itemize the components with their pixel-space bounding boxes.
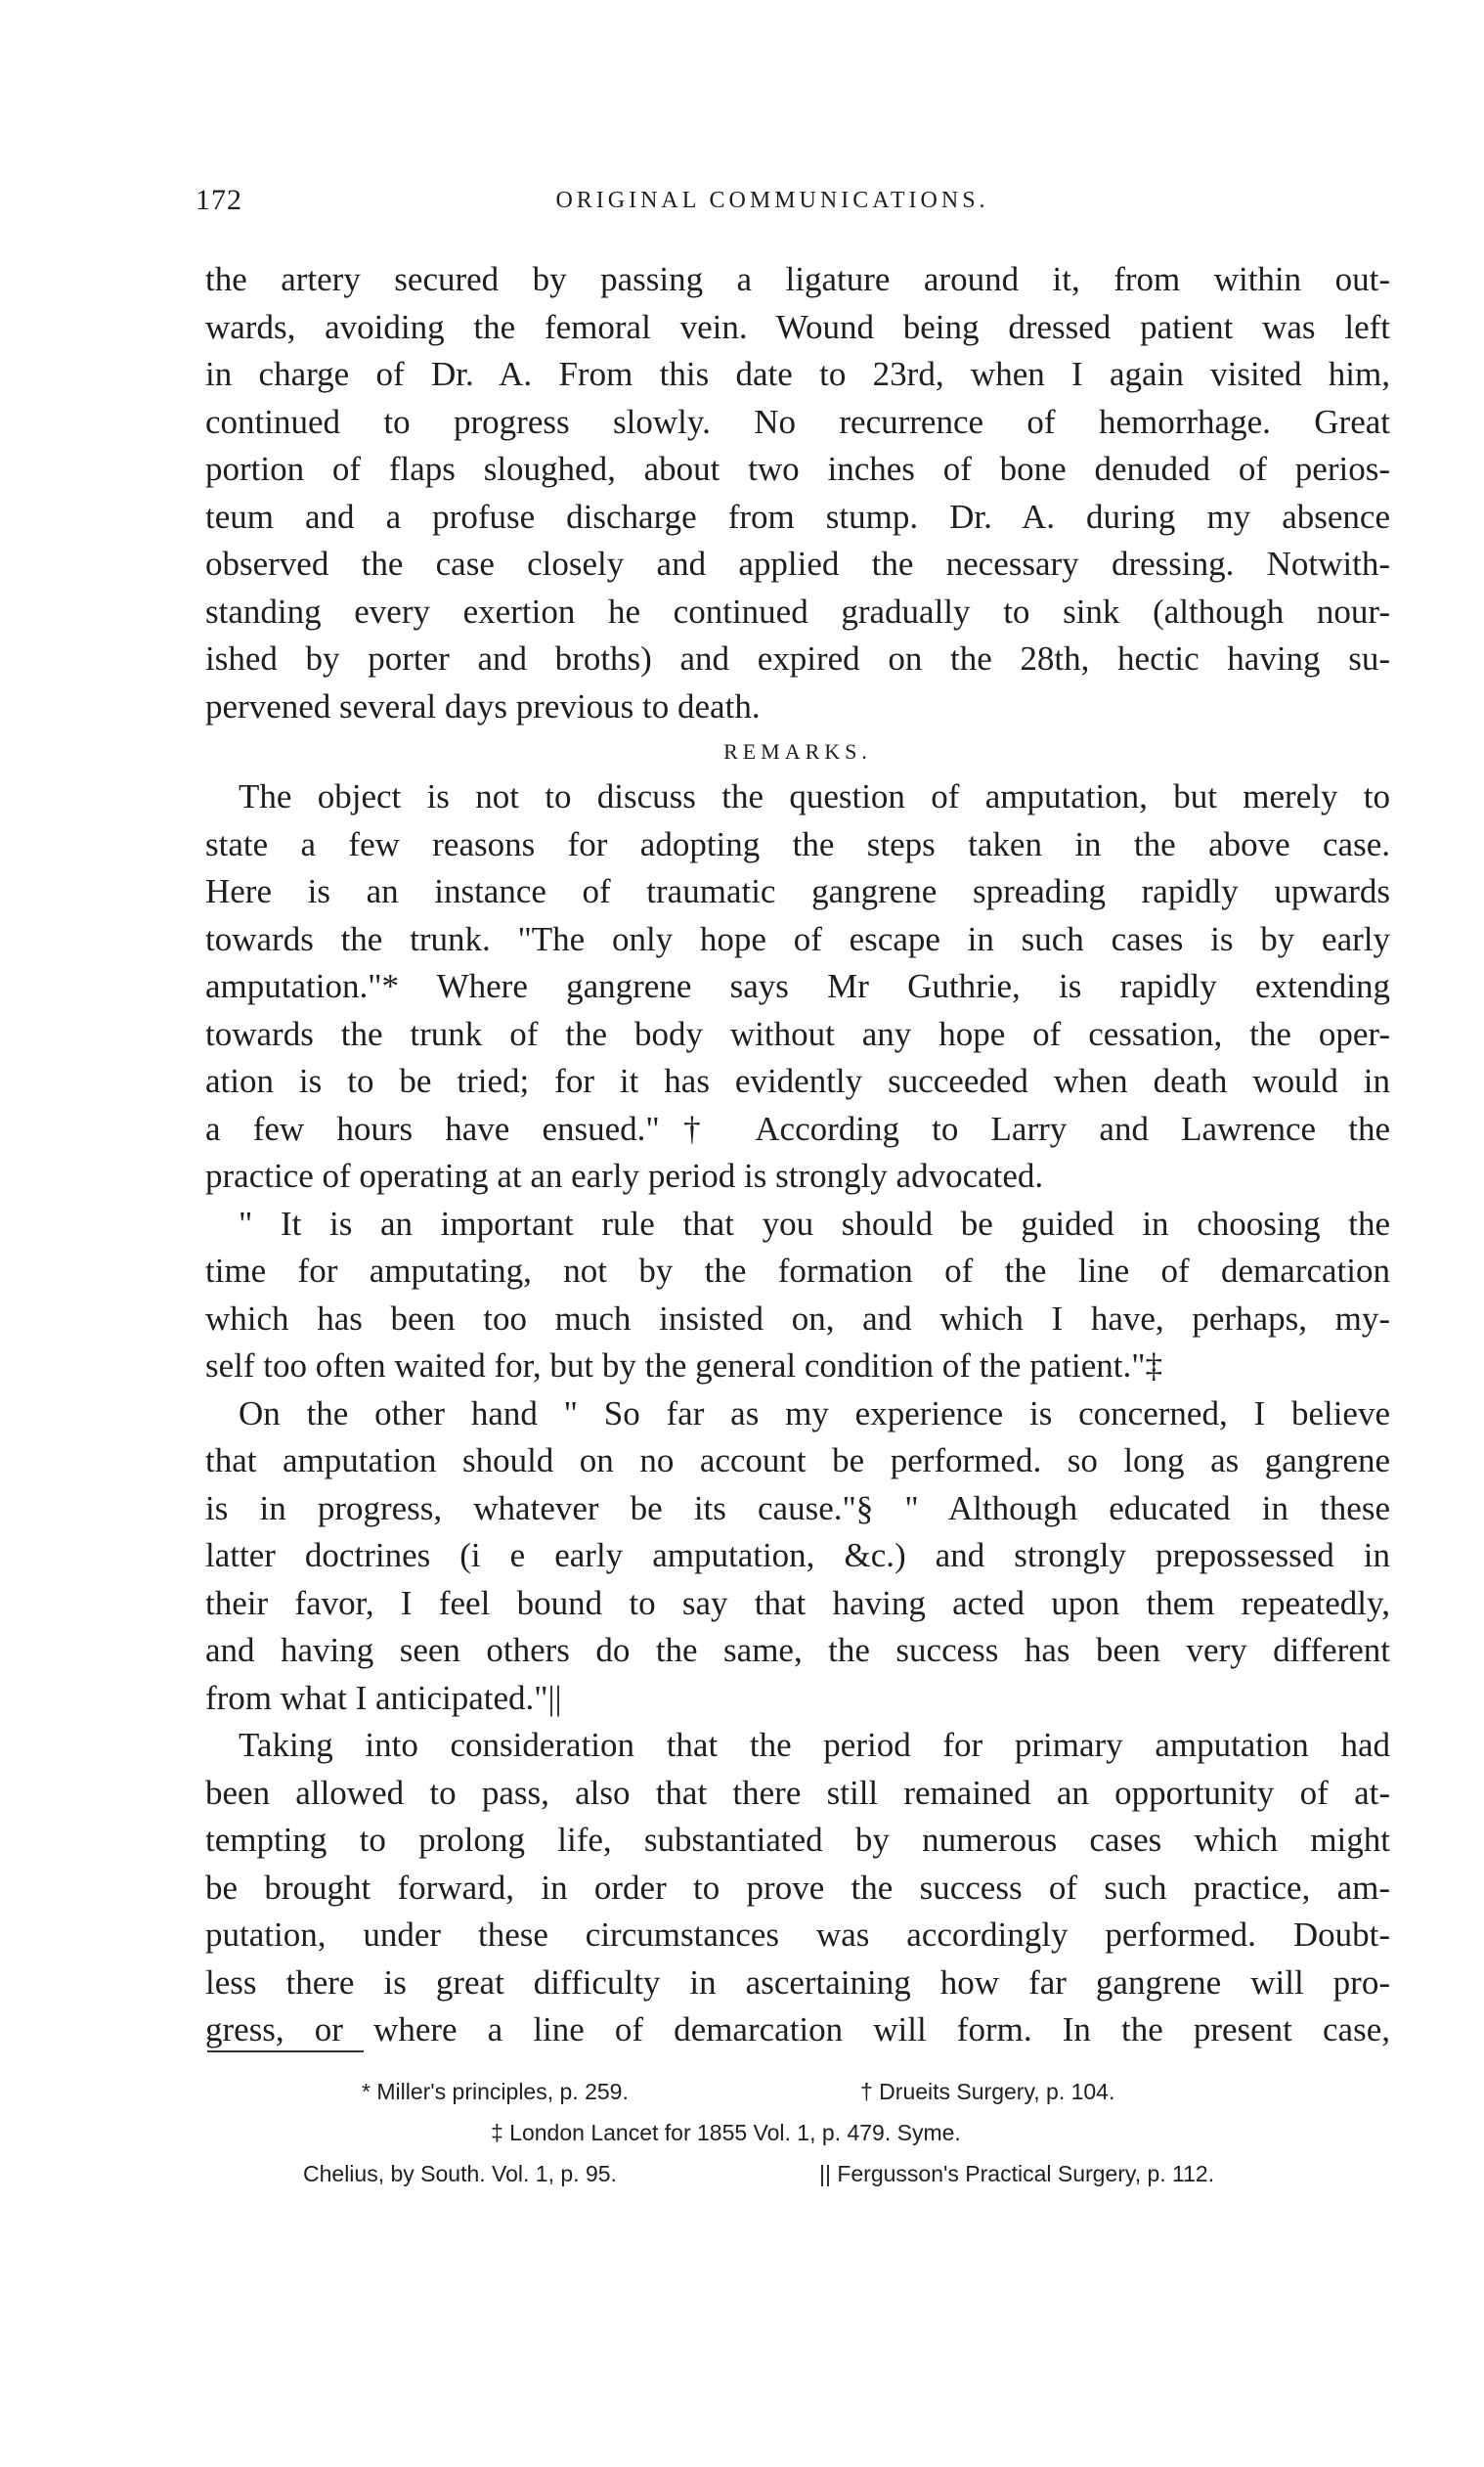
text-line: Here is an instance of traumatic gangrene spreading rapidly upwards bbox=[205, 872, 1390, 910]
section-heading-remarks: REMARKS. bbox=[723, 739, 872, 764]
text-line: their favor, I feel bound to say that having acted upon them repeatedly, bbox=[205, 1583, 1390, 1622]
running-head: ORIGINAL COMMUNICATIONS. bbox=[555, 188, 989, 213]
text-line: which has been too much insisted on, and which I have, perhaps, my- bbox=[205, 1299, 1390, 1338]
footnote-row bbox=[205, 2112, 1390, 2153]
text-line: Taking into consideration that the period for primary amputation had bbox=[239, 1726, 1390, 1764]
footnote-5: || Fergusson's Practical Surgery, p. 112. bbox=[819, 2161, 1215, 2186]
text-line: wards, avoiding the femoral vein. Wound being dressed patient was left bbox=[205, 307, 1390, 346]
footnote-row bbox=[205, 2153, 1390, 2194]
text-line: standing every exertion he continued gradually to sink (although nour- bbox=[205, 592, 1390, 631]
text-line: tempting to prolong life, substantiated by numerous cases which might bbox=[205, 1821, 1390, 1859]
footnote-3: ‡ London Lancet for 1855 Vol. 1, p. 479. Syme. bbox=[491, 2120, 961, 2145]
text-line: that amputation should on no account be performed. so long as gangrene bbox=[205, 1441, 1390, 1479]
page-number: 172 bbox=[196, 184, 242, 216]
text-line: practice of operating at an early period is strongly advocated. bbox=[205, 1157, 1044, 1195]
body-text bbox=[205, 256, 1390, 2054]
text-line: ation is to be tried; for it has evidently succeeded when death would in bbox=[205, 1062, 1390, 1100]
text-line: towards the trunk of the body without any hope of cessation, the oper- bbox=[205, 1014, 1390, 1053]
text-line: state a few reasons for adopting the steps taken in the above case. bbox=[205, 824, 1390, 863]
text-line: in charge of Dr. A. From this date to 23rd, when I again visited him, bbox=[205, 355, 1390, 393]
paragraph-remarks-4 bbox=[205, 1722, 1390, 2054]
text-line: a few hours have ensued."† According to Larry and Lawrence the bbox=[205, 1109, 1390, 1148]
footnote-row bbox=[205, 2071, 1390, 2112]
text-line: putation, under these circumstances was accordingly performed. Doubt- bbox=[205, 1916, 1390, 1954]
text-line: ished by porter and broths) and expired on the 28th, hectic having su- bbox=[205, 639, 1390, 678]
text-line: self too often waited for, but by the general condition of the patient."‡ bbox=[205, 1346, 1162, 1385]
text-line: " It is an important rule that you should be guided in choosing the bbox=[239, 1204, 1390, 1243]
text-line: On the other hand " So far as my experience is concerned, I believe bbox=[239, 1393, 1390, 1432]
text-line: been allowed to pass, also that there still remained an opportunity of at- bbox=[205, 1773, 1390, 1812]
paragraph-remarks-2 bbox=[205, 1201, 1390, 1390]
text-line: be brought forward, in order to prove the success of such practice, am- bbox=[205, 1868, 1390, 1907]
text-line: is in progress, whatever be its cause."§ " Although educated in these bbox=[205, 1488, 1390, 1527]
text-line: portion of flaps sloughed, about two inches of bone denuded of perios- bbox=[205, 450, 1390, 488]
text-line: continued to progress slowly. No recurrence of hemorrhage. Great bbox=[205, 402, 1390, 441]
page-header bbox=[196, 184, 1349, 223]
footnote-4: Chelius, by South. Vol. 1, p. 95. bbox=[303, 2161, 617, 2186]
text-line: gress, or where a line of demarcation will form. In the present case, bbox=[205, 2010, 1390, 2048]
paragraph-remarks-3 bbox=[205, 1390, 1390, 1723]
text-line: and having seen others do the same, the success has been very different bbox=[205, 1631, 1390, 1669]
footnote-1: * Miller's principles, p. 259. bbox=[362, 2079, 629, 2104]
text-line: latter doctrines (i e early amputation, &c.) and strongly prepossessed in bbox=[205, 1536, 1390, 1574]
text-line: the artery secured by passing a ligature around it, from within out- bbox=[205, 260, 1390, 298]
footnote-divider bbox=[207, 2050, 364, 2052]
text-line: less there is great difficulty in ascertaining how far gangrene will pro- bbox=[205, 1962, 1390, 2002]
footnote-2: † Drueits Surgery, p. 104. bbox=[860, 2079, 1115, 2104]
text-line: observed the case closely and applied the necessary dressing. Notwith- bbox=[205, 545, 1390, 583]
text-line: pervened several days previous to death. bbox=[205, 686, 761, 726]
paragraph-remarks-1 bbox=[205, 773, 1390, 1201]
footnotes bbox=[205, 2071, 1390, 2194]
text-line: from what I anticipated."|| bbox=[205, 1678, 562, 1717]
text-line: teum and a profuse discharge from stump. Dr. A. during my absence bbox=[205, 497, 1390, 536]
paragraph-case-report bbox=[205, 256, 1390, 730]
text-line: The object is not to discuss the question of amputation, but merely to bbox=[239, 777, 1390, 815]
text-line: amputation."* Where gangrene says Mr Guthrie, is rapidly extending bbox=[205, 967, 1390, 1005]
text-line: time for amputating, not by the formation of the line of demarcation bbox=[205, 1252, 1390, 1290]
text-line: towards the trunk. "The only hope of escape in such cases is by early bbox=[205, 919, 1390, 958]
